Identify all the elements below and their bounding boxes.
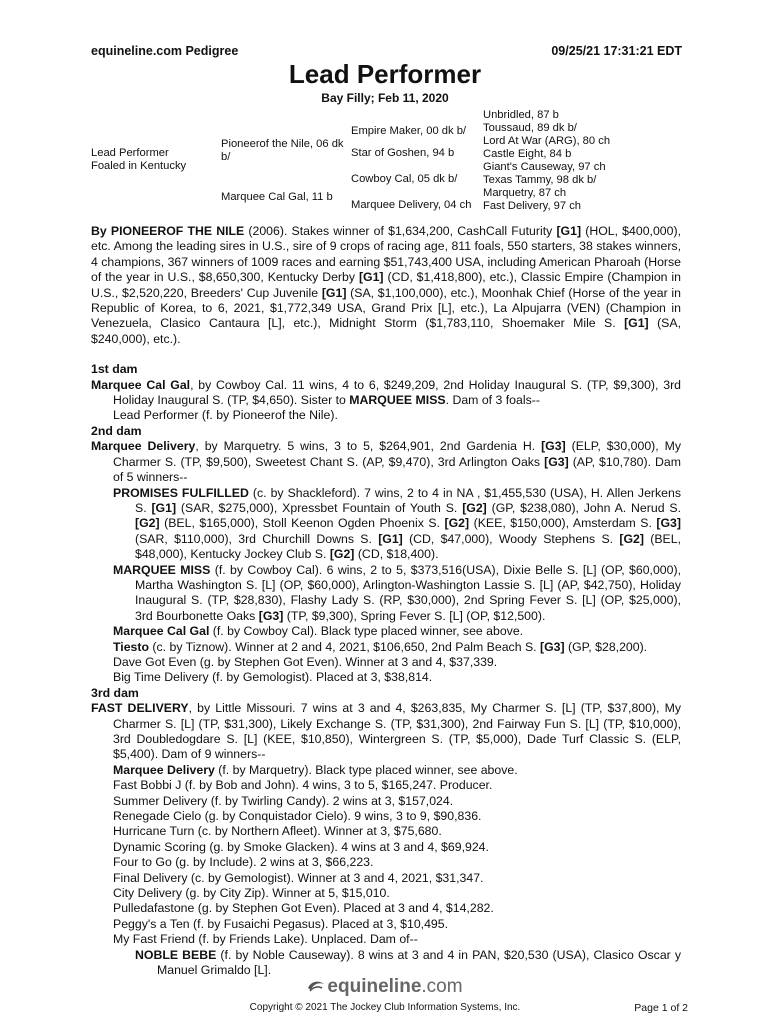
foal-name: Marquee Delivery bbox=[113, 762, 215, 777]
dam-text: , by Marquetry. 5 wins, 3 to 5, $264,901, 2nd Gardenia H. bbox=[195, 439, 542, 454]
foal-text: (f. by Cowboy Cal). Black type placed winner, see above. bbox=[209, 624, 524, 639]
grade-badge: [G2] bbox=[444, 516, 470, 531]
pedigree-body bbox=[91, 224, 681, 979]
foal-entry: My Fast Friend (f. by Friends Lake). Unplaced. Dam of-- bbox=[113, 932, 418, 947]
logo-suffix: .com bbox=[421, 976, 463, 997]
grade-badge: [G2] bbox=[619, 531, 644, 546]
foal-text: (GP, $28,200). bbox=[564, 639, 648, 654]
foal-entry: City Delivery (g. by City Zip). Winner at 5, $15,010. bbox=[113, 886, 390, 901]
grade-badge: [G3] bbox=[541, 439, 566, 454]
foal-name: Marquee Cal Gal bbox=[113, 624, 210, 639]
pedigree-g2: Toussaud, 89 dk b/ bbox=[483, 122, 577, 134]
equineline-logo bbox=[0, 976, 770, 998]
grade-badge: [G1] bbox=[556, 224, 582, 238]
grade-badge: [G1] bbox=[358, 270, 384, 285]
copyright-notice: Copyright © 2021 The Jockey Club Information Systems, Inc. bbox=[249, 1002, 521, 1013]
dam-name: Marquee Cal Gal bbox=[91, 377, 191, 392]
foal-text: (SAR, $275,000), Xpressbet Fountain of Youth S. bbox=[176, 500, 463, 515]
foal-entry bbox=[91, 624, 681, 639]
horse-subtitle: Bay Filly; Feb 11, 2020 bbox=[321, 91, 449, 105]
third-dam-heading: 3rd dam bbox=[91, 685, 139, 700]
first-dam-heading: 1st dam bbox=[91, 362, 138, 377]
sire-color: b/ bbox=[221, 151, 231, 163]
grade-badge: [G3] bbox=[544, 454, 569, 469]
sire-name-bold: PIONEEROF THE NILE bbox=[110, 224, 245, 238]
second-dam-heading: 2nd dam bbox=[91, 423, 142, 438]
pedigree-dam-sire: Cowboy Cal, 05 dk b/ bbox=[351, 173, 458, 185]
foal-name: Tiesto bbox=[113, 639, 149, 654]
site-name: equineline.com Pedigree bbox=[91, 44, 239, 58]
grade-badge: [G3] bbox=[258, 608, 284, 623]
pedigree-g1: Unbridled, 87 b bbox=[483, 109, 559, 121]
grade-badge: [G2] bbox=[135, 516, 160, 531]
foal-entry bbox=[91, 763, 681, 778]
pedigree-g6: Texas Tammy, 98 dk b/ bbox=[483, 174, 597, 186]
dam-text: , by Cowboy Cal. 11 wins, 4 to 6, $249,209, 2nd Holiday Inaugural S. (TP, $9,300), 3rd Holiday Inaugural S. (TP, $4,650). Sister to bbox=[113, 377, 681, 408]
pedigree-g4: Castle Eight, 84 b bbox=[483, 148, 572, 160]
foal-entry: Big Time Delivery (f. by Gemologist). Placed at 3, $38,814. bbox=[113, 670, 433, 685]
foal-text: (BEL, $48,000), Kentucky Jockey Club S. bbox=[135, 531, 682, 562]
foal-name: PROMISES FULFILLED bbox=[113, 485, 249, 500]
horse-title: Lead Performer bbox=[288, 59, 482, 89]
sire-name: Pioneerof the Nile, 06 dk bbox=[221, 138, 344, 150]
dam-name: Marquee Delivery bbox=[91, 439, 196, 454]
logo-text: equineline bbox=[327, 976, 422, 997]
dam-name: FAST DELIVERY bbox=[91, 701, 189, 716]
foal-text: (c. by Tiznow). Winner at 2 and 4, 2021, $106,650, 2nd Palm Beach S. bbox=[149, 639, 540, 654]
foal-text: (TP, $9,300), Spring Fever S. [L] (OP, $12,500). bbox=[283, 608, 546, 623]
foal-entry: Fast Bobbi J (f. by Bob and John). 4 wins, 3 to 5, $165,247. Producer. bbox=[113, 778, 493, 793]
grade-badge: [G1] bbox=[321, 285, 347, 300]
page-number: Page 1 of 2 bbox=[634, 1002, 688, 1014]
subject-name: Lead Performer bbox=[91, 147, 169, 159]
pedigree-sire-dam: Star of Goshen, 94 b bbox=[351, 147, 455, 159]
pedigree-g7: Marquetry, 87 ch bbox=[483, 187, 567, 199]
foal-text: (f. by Cowboy Cal). 6 wins, 2 to 5, $373,516(USA), Dixie Belle S. [L] (OP, $60,000), Martha Washington S. [L] (OP, $60,000), Arlington-Washington Lassie S. [L] (AP, $42,750), Holiday Inaugural S. (TP, $28,830), Flashy Lady S. (RP, $30,000), 2nd Spring Fever S. [L] (OP, $25,000), 3rd Bourbonette Oaks bbox=[135, 562, 681, 623]
foal-text: (c. by Shackleford). 7 wins, 2 to 4 in NA , $1,455,530 (USA), H. Allen Jerkens S. bbox=[135, 485, 681, 515]
foal-entry: Dave Got Even (g. by Stephen Got Even). Winner at 3 and 4, $37,339. bbox=[113, 654, 498, 669]
pedigree-g5: Giant's Causeway, 97 ch bbox=[483, 161, 606, 173]
pedigree-subject bbox=[91, 147, 186, 173]
foal-entry: Pulledafastone (g. by Stephen Got Even). Placed at 3 and 4, $14,282. bbox=[113, 901, 494, 916]
foal-entry: Summer Delivery (f. by Twirling Candy). 2 wins at 3, $157,024. bbox=[113, 793, 454, 808]
grand-foal-entry bbox=[91, 948, 681, 979]
foal-text: (f. by Marquetry). Black type placed winner, see above. bbox=[214, 762, 518, 777]
foal-text: (GP, $238,080), John A. Nerud S. bbox=[486, 500, 681, 515]
foal-entry: Lead Performer (f. by Pioneerof the Nile). bbox=[113, 408, 338, 423]
sire-text: (SA, $1,100,000), etc.), Moonhak Chief (Horse of the year in Republic of Korea, to 6, 2021, $1,772,349 USA, Grand Prix [L], etc.), La Alpujarra (VEN) (Champion in Venezuela, Clasico Cantaura [L], etc.), Midnight Storm ($1,783,110, Shoemaker Mile S. bbox=[91, 285, 681, 331]
sire-text: (2006). Stakes winner of $1,634,200, CashCall Futurity bbox=[244, 224, 557, 238]
subject-foaled: Foaled in Kentucky bbox=[91, 160, 187, 172]
report-timestamp: 09/25/21 17:31:21 EDT bbox=[551, 44, 682, 58]
foal-entry: Peggy's a Ten (f. by Fusaichi Pegasus). Placed at 3, $10,495. bbox=[113, 916, 449, 931]
foal-text: (SAR, $110,000), 3rd Churchill Downs S. bbox=[135, 531, 379, 546]
logo-swirl-icon bbox=[307, 979, 325, 993]
foal-entry: Hurricane Turn (c. by Northern Afleet). Winner at 3, $75,680. bbox=[113, 824, 442, 839]
foal-text: (CD, $47,000), Woody Stephens S. bbox=[402, 531, 620, 546]
pedigree-g3: Lord At War (ARG), 80 ch bbox=[483, 135, 611, 147]
grade-badge: [G3] bbox=[656, 516, 681, 531]
foal-entry: Dynamic Scoring (g. by Smoke Glacken). 4 wins at 3 and 4, $69,924. bbox=[113, 839, 489, 854]
grade-badge: [G1] bbox=[378, 531, 403, 546]
grade-badge: [G3] bbox=[540, 639, 565, 654]
grade-badge: [G2] bbox=[329, 547, 355, 562]
by-label: By bbox=[91, 224, 111, 238]
foal-entry: Renegade Cielo (g. by Conquistador Cielo). 9 wins, 3 to 9, $90,836. bbox=[113, 809, 482, 824]
foal-name: MARQUEE MISS bbox=[113, 562, 211, 577]
third-dam-entry bbox=[91, 701, 681, 763]
grade-badge: [G1] bbox=[624, 316, 649, 331]
foal-entry bbox=[91, 563, 681, 625]
grade-badge: [G2] bbox=[462, 500, 487, 515]
foal-text: (CD, $18,400). bbox=[354, 547, 439, 562]
sire-text: (CD, $1,418,800), etc.), Classic Empire (Champion in U.S., $2,520,220, Breeders' Cup Juvenile bbox=[91, 270, 681, 300]
dam-text: . Dam of 3 foals-- bbox=[445, 393, 540, 408]
foal-entry bbox=[91, 640, 681, 655]
foal-text: (KEE, $150,000), Amsterdam S. bbox=[469, 516, 657, 531]
grade-badge: [G1] bbox=[151, 500, 177, 515]
pedigree-sire bbox=[221, 138, 344, 164]
sire-paragraph bbox=[91, 224, 681, 347]
dam-text: (ELP, $30,000), My Charmer S. (TP, $9,500), Sweetest Chant S. (AP, $9,470), 3rd Arlington Oaks bbox=[113, 439, 681, 469]
dam-text: , by Little Missouri. 7 wins at 3 and 4, $263,835, My Charmer S. [L] (TP, $37,800), My Charmer S. [L] (TP, $31,300), Likely Exchange S. (TP, $31,300), 2nd Fairway Fun S. [L] (TP, $10,000), 3rd Doubledogdare S. [L] (KEE, $10,850), Wintergreen S. (TP, $5,000), Dade Turf Classic S. (ELP, $5,400). Dam of 9 winners-- bbox=[113, 701, 681, 762]
sire-text: (SA, $240,000), etc.). bbox=[91, 316, 681, 346]
second-dam-entry bbox=[91, 439, 681, 485]
pedigree-dam-dam: Marquee Delivery, 04 ch bbox=[351, 199, 472, 211]
foal-name: NOBLE BEBE bbox=[135, 947, 217, 962]
pedigree-sire-sire: Empire Maker, 00 dk b/ bbox=[351, 125, 467, 137]
sister-name: MARQUEE MISS bbox=[349, 393, 446, 408]
foal-entry: Four to Go (g. by Include). 2 wins at 3, $66,223. bbox=[113, 855, 374, 870]
foal-text: (BEL, $165,000), Stoll Keenon Ogden Phoenix S. bbox=[159, 516, 445, 531]
pedigree-g8: Fast Delivery, 97 ch bbox=[483, 200, 582, 212]
foal-entry bbox=[91, 486, 681, 563]
foal-text: (f. by Noble Causeway). 8 wins at 3 and 4 in PAN, $20,530 (USA), Clasico Oscar y Manuel Grimaldo [L]. bbox=[157, 947, 682, 978]
sire-text: (HOL, $400,000), etc. Among the leading sires in U.S., sire of 9 crops of racing age, 811 foals, 550 starters, 38 stakes winners, 4 champions, 367 winners of 1009 races and earning $51,743,400 USA, including American Pharoah (Horse of the year in U.S., $8,650,300, Kentucky Derby bbox=[91, 224, 681, 285]
dam-text: (AP, $10,780). Dam of 5 winners-- bbox=[113, 454, 681, 485]
foal-entry: Final Delivery (c. by Gemologist). Winner at 3 and 4, 2021, $31,347. bbox=[113, 870, 484, 885]
first-dam-entry bbox=[91, 378, 681, 409]
pedigree-dam: Marquee Cal Gal, 11 b bbox=[221, 191, 333, 203]
